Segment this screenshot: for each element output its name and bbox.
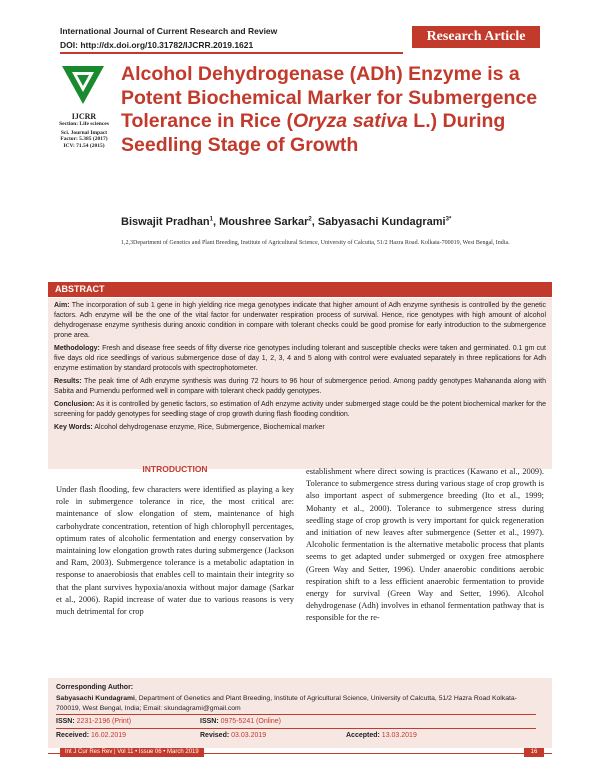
author-3-sup: 3*: [445, 216, 452, 223]
paper-title: [121, 63, 541, 157]
logo-impact-3: ICV: 71.54 (2015): [63, 142, 105, 149]
author-2: Moushree Sarkar: [219, 216, 309, 228]
received-date: [56, 732, 126, 739]
title-part-2: L.) During Seedling Stage of Growth: [121, 110, 506, 156]
abstract-conclusion: [54, 400, 546, 420]
abstract-results: [54, 377, 546, 397]
article-type-badge: Research Article: [412, 26, 540, 48]
keywords-label: Key Words:: [54, 424, 93, 431]
methodology-text: Fresh and disease free seeds of fifty diverse rice genotypes including tolerant and susceptible checks were taken and germinated. 0.1 gm cut five days old rice seedlings of various submergence dose of day 1, 2, 3, 4 and 5 along with control were evaluated separately in three replications for Adh enzyme estimation by standard protocols with spectrophotometer.: [54, 345, 546, 372]
journal-logo: [60, 62, 106, 108]
revised-date: [200, 732, 266, 739]
conclusion-text: As it is controlled by genetic factors, so estimation of Adh enzyme activity under submerged stage could be the potent biochemical marker for the screening for paddy genotypes for seedling stage of crop growth during flash flooding condition.: [54, 401, 546, 418]
header-rule: [60, 52, 403, 54]
results-label: Results:: [54, 378, 82, 385]
logo-name: IJCRR: [71, 112, 97, 121]
doi-label: DOI:: [60, 40, 78, 50]
abstract-heading: ABSTRACT: [48, 282, 552, 297]
issn-print-label: ISSN:: [56, 718, 75, 725]
received-value: 16.02.2019: [91, 732, 127, 739]
author-sep-1: ,: [212, 216, 220, 228]
logo-impact-1: Sci. Journal Impact: [60, 129, 108, 136]
corresponding-author-details: [56, 694, 536, 714]
issn-online-value: 0975-5241 (Online): [220, 718, 281, 725]
results-text: The peak time of Adh enzyme synthesis was during 72 hours to 96 hour of submergence period. Among paddy genotypes Mahananda along with Sabita and Purnendu performed well in compare with tolerant check paddy genotypes.: [54, 378, 546, 395]
revised-label: Revised:: [200, 732, 230, 739]
abstract-keywords: [54, 423, 546, 433]
aim-text: The incorporation of sub 1 gene in high yielding rice mega genotypes indicate that higher amount of Adh enzyme synthesis is controlled by the genetic factors. Adh enzyme will be the one of the vital factor for underwater respiration process of survival. Hence, rice genotypes with high amount of alcohol dehydrogenase enzyme synthesis during anoxic condition in compare with tolerant checks could be good promise for early introduction to the submergence prone area.: [54, 302, 546, 339]
accepted-date: [346, 732, 417, 739]
corresponding-author-heading: Corresponding Author:: [56, 684, 134, 691]
logo-impact-2: Factor: 5.385 (2017): [60, 136, 108, 142]
abstract-methodology: [54, 344, 546, 374]
keywords-text: Alcohol dehydrogenase enzyme, Rice, Submergence, Biochemical marker: [92, 424, 325, 431]
revised-value: 03.03.2019: [231, 732, 267, 739]
logo-caption: [56, 112, 112, 149]
author-3: Sabyasachi Kundagrami: [317, 216, 446, 228]
abstract-body: [48, 298, 552, 469]
journal-name: International Journal of Current Research and Review: [60, 26, 278, 36]
author-sep-2: ,: [311, 216, 318, 228]
received-label: Received:: [56, 732, 90, 739]
aim-label: Aim:: [54, 302, 70, 309]
accepted-label: Accepted:: [346, 732, 380, 739]
corr-divider-2: [56, 728, 536, 729]
issn-online: [200, 718, 281, 725]
corresponding-author-address: , Department of Genetics and Plant Breeding, Institute of Agricultural Science, University of Calcutta, 51/2 Hazra Road Kolkata-700019, West Bengal, India; Email: skundagrami@gmail.com: [56, 695, 517, 712]
issn-print-value: 2231-2196 (Print): [76, 718, 132, 725]
title-part-1: Alcohol Dehydrogenase (ADh) Enzyme is a Potent Biochemical Marker for Submergence Tolerance in Rice (: [121, 63, 538, 132]
author-1-sup: 1: [209, 216, 213, 223]
methodology-label: Methodology:: [54, 345, 100, 352]
logo-section: Section: Life sciences: [59, 121, 109, 127]
footer-citation: Int J Cur Res Rev | Vol 11 • Issue 06 • March 2019: [60, 748, 204, 757]
author-list: [121, 216, 451, 228]
corr-divider-1: [56, 714, 536, 715]
page-number: 16: [524, 748, 544, 757]
issn-online-label: ISSN:: [200, 718, 219, 725]
body-right-column: establishment where direct sowing is practices (Kawano et al., 2009). Tolerance to submergence stress during various stage of crop growth is also important aspect of submergence breeding (Ito et al., 1999; Mohanty et al., 2000). Tolerance to submergence stress during seedling stage of crop growth is very important for quick regeneration and initiation of new leaves after submergence (Setter et al., 1997). Alcoholic fermentation is the alternative metabolic process that plants seems to get adapted under submerged or oxygen free atmosphere (Green Way and Setter, 1996). Under anaerobic conditions aerobic respiration shift to a less efficient anaerobic fermentation to provide energy for survival (Green Way and Setter, 1996). Alcohol dehydrogenase (Adh) involves in ethanol fermentation pathway that is responsible for the re-: [306, 467, 544, 623]
corresponding-author-name: Sabyasachi Kundagrami: [56, 695, 135, 702]
doi-line: [60, 40, 253, 50]
body-left-column: Under flash flooding, few characters were identified as playing a key role in submergence tolerance in rice, the most critical are: maintenance of slow elongation of stem, maintenance of high carbohydrate concentration, retention of high chlorophyll percentages, optimum rates of alcoholic fermentation and energy conservation by maintaining low elongation growth rates during submergence (Jackson and Ram, 2003). Submergence tolerance is a metabolic adaptation in response to anaerobiosis that enables cell to maintain their integrity so that the plant survives hypoxia/anoxia without major damage (Sarkar et al., 2006). Rapid increase of water due to various reasons is very much detrimental for crop: [56, 485, 294, 617]
abstract-aim: [54, 301, 546, 341]
accepted-value: 13.03.2019: [381, 732, 417, 739]
issn-print: [56, 718, 131, 725]
doi-link[interactable]: http://dx.doi.org/10.31782/IJCRR.2019.1621: [80, 40, 254, 50]
author-1: Biswajit Pradhan: [121, 216, 210, 228]
conclusion-label: Conclusion:: [54, 401, 95, 408]
affiliation: 1,2,3Department of Genetics and Plant Breeding, Institute of Agricultural Science, University of Calcutta, 51/2 Hazra Road. Kolkata-700019, West Bengal, India.: [121, 240, 510, 246]
title-species: Oryza sativa: [292, 110, 408, 132]
author-2-sup: 2: [308, 216, 312, 223]
introduction-heading: INTRODUCTION: [142, 464, 208, 474]
